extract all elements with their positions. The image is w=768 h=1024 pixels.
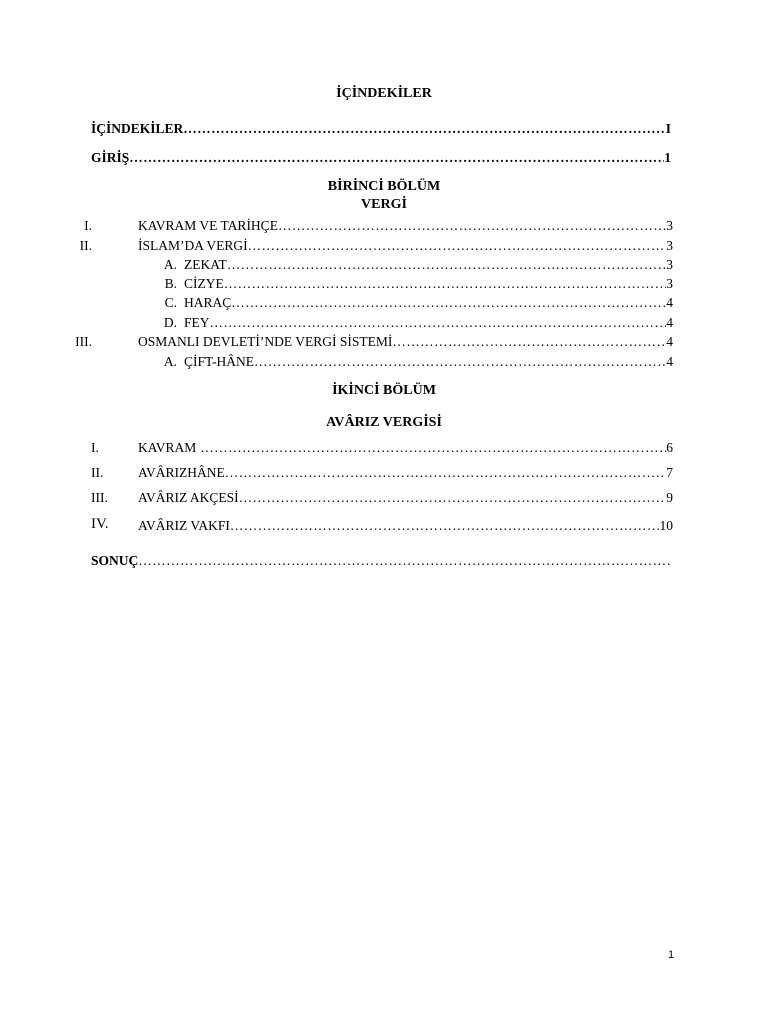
toc-subnumber: A. — [163, 257, 177, 272]
leader-dots — [210, 315, 667, 331]
toc-subnumber: D. — [163, 315, 177, 330]
toc-entry-contents[interactable] — [91, 121, 671, 137]
leader-dots — [129, 150, 664, 166]
toc-entry-label: ZEKAT — [184, 257, 227, 272]
leader-dots — [254, 354, 666, 370]
toc-subentry[interactable] — [184, 315, 673, 331]
toc-entry-page: 1 — [664, 150, 671, 165]
toc-entry-page: 3 — [666, 276, 673, 291]
part1-subheading: VERGİ — [361, 197, 407, 212]
toc-entry-page: 4 — [666, 354, 673, 369]
leader-dots — [230, 518, 660, 534]
toc-entry-label: KAVRAM — [138, 440, 197, 455]
page-number: 1 — [668, 949, 675, 961]
toc-entry-label: SONUÇ — [91, 553, 139, 568]
toc-entry-label: AVÂRIZ AKÇESİ — [138, 490, 239, 505]
part2-heading: İKİNCİ BÖLÜM — [332, 383, 436, 398]
toc-entry-label: HARAÇ — [184, 295, 232, 310]
toc-entry-conclusion[interactable] — [91, 553, 671, 569]
toc-entry-label: AVÂRIZ VAKFI — [138, 518, 230, 533]
toc-entry-label: AVÂRIZHÂNE — [138, 465, 225, 480]
toc-entry[interactable] — [138, 218, 673, 234]
leader-dots — [224, 276, 667, 292]
toc-entry[interactable] — [138, 440, 673, 456]
toc-entry-page: 10 — [659, 518, 673, 533]
toc-subnumber: C. — [164, 295, 177, 310]
leader-dots — [225, 465, 667, 481]
toc-entry-label: CİZYE — [184, 276, 224, 291]
toc-number: III. — [75, 334, 92, 349]
toc-entry-page: 4 — [666, 334, 673, 349]
toc-entry-page: 4 — [666, 315, 673, 330]
leader-dots — [183, 121, 665, 137]
toc-entry-page: 3 — [666, 257, 673, 272]
leader-dots — [227, 257, 667, 273]
leader-dots — [200, 440, 666, 456]
part2-subheading: AVÂRIZ VERGİSİ — [326, 415, 442, 430]
toc-entry-label: FEY — [184, 315, 210, 330]
toc-title: İÇİNDEKİLER — [336, 86, 432, 101]
toc-entry-page: I — [665, 121, 671, 136]
toc-subnumber: B. — [164, 276, 177, 291]
leader-dots — [138, 553, 671, 569]
toc-entry-label: ÇİFT-HÂNE — [184, 354, 255, 369]
toc-entry[interactable] — [138, 465, 673, 481]
toc-entry-page: 6 — [666, 440, 673, 455]
toc-entry[interactable] — [138, 518, 673, 534]
toc-entry-label: İÇİNDEKİLER — [91, 121, 184, 136]
toc-entry[interactable] — [138, 490, 673, 506]
toc-number: II. — [91, 465, 104, 480]
toc-entry-page: 9 — [666, 490, 673, 505]
toc-entry-label: OSMANLI DEVLETİ’NDE VERGİ SİSTEMİ — [138, 334, 393, 349]
toc-number: I. — [91, 440, 99, 455]
toc-subentry[interactable] — [184, 276, 673, 292]
toc-subentry[interactable] — [184, 354, 673, 370]
toc-number: I. — [84, 218, 92, 233]
leader-dots — [231, 295, 666, 311]
leader-dots — [392, 334, 666, 350]
toc-subnumber: A. — [163, 354, 177, 369]
toc-number: II. — [79, 238, 92, 253]
leader-dots — [278, 218, 666, 234]
toc-entry-page: 7 — [666, 465, 673, 480]
toc-entry[interactable] — [138, 334, 673, 350]
toc-entry-introduction[interactable] — [91, 150, 671, 166]
toc-entry-label: İSLAM’DA VERGİ — [138, 238, 248, 253]
toc-entry-page: 3 — [666, 238, 673, 253]
part1-heading: BİRİNCİ BÖLÜM — [327, 179, 441, 194]
toc-entry[interactable] — [138, 238, 673, 254]
toc-subentry[interactable] — [184, 295, 673, 311]
toc-entry-page: 3 — [666, 218, 673, 233]
leader-dots — [248, 238, 667, 254]
toc-entry-page: 4 — [666, 295, 673, 310]
toc-number: IV. — [91, 516, 109, 532]
toc-subentry[interactable] — [184, 257, 673, 273]
toc-entry-label: GİRİŞ — [91, 150, 130, 165]
toc-number: III. — [91, 490, 108, 505]
toc-entry-label: KAVRAM VE TARİHÇE — [138, 218, 278, 233]
leader-dots — [239, 490, 667, 506]
